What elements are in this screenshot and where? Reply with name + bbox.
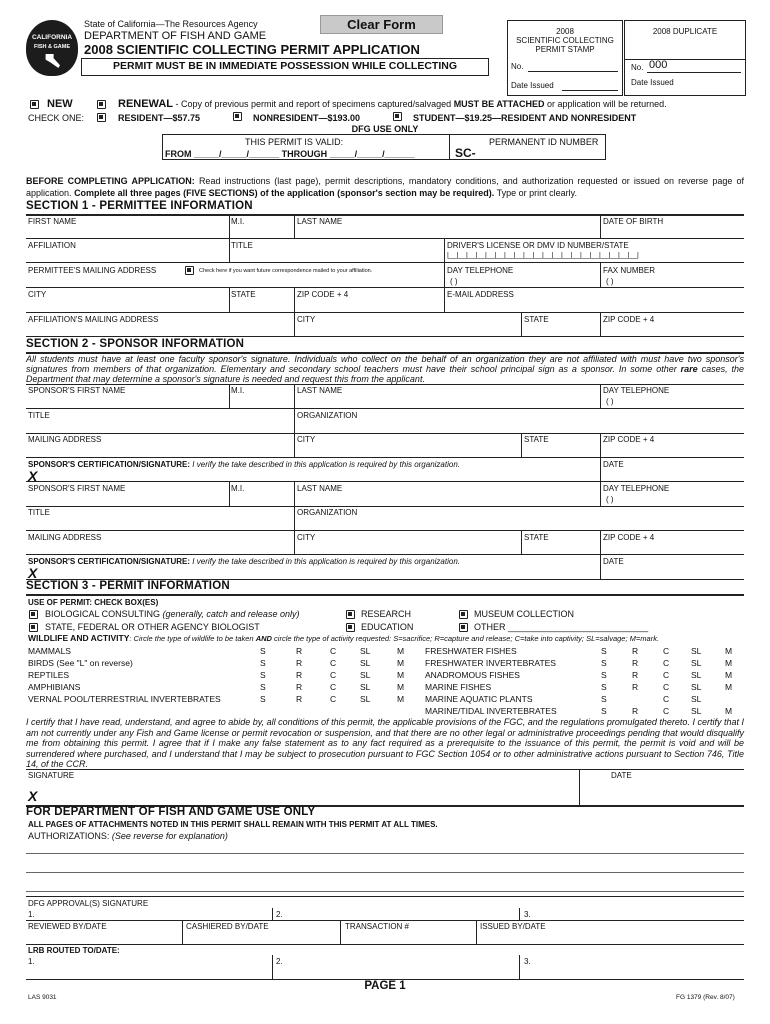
activity-code[interactable]: SL xyxy=(691,706,702,716)
sponsor1-title-label: TITLE xyxy=(28,411,50,420)
activity-code[interactable]: R xyxy=(296,670,303,680)
activity-code[interactable]: R xyxy=(296,682,303,692)
fax-paren[interactable]: ( ) xyxy=(606,277,614,286)
activity-code[interactable]: C xyxy=(663,658,670,668)
activity-code[interactable]: R xyxy=(632,682,639,692)
activity-code[interactable]: SL xyxy=(360,658,371,668)
activity-code[interactable]: M xyxy=(397,682,405,692)
sponsor-intro: All students must have at least one faculty sponsor's signature. Individuals who collect on the behalf of an organization they are not affiliated with must have two sponsor's signatures from members of that organization. Elementary and secondary school teachers must have their school principal sign as a sponsor. In some other rare cases, the Department that may determine a sponsor's signature is needed and request this from the applicant. xyxy=(26,354,744,384)
sponsor1-day-tel-paren[interactable]: ( ) xyxy=(606,397,614,406)
wildlife-row xyxy=(425,682,745,694)
bio-consulting-checkbox[interactable] xyxy=(29,610,38,619)
fax-label: FAX NUMBER xyxy=(603,266,656,275)
drivers-license-label: DRIVER'S LICENSE OR DMV ID NUMBER/STATE xyxy=(447,241,629,250)
drivers-license-boxes[interactable]: |___|___|___|___|___|___|___|___|___|___|___|___|___|___|___|___|___|___|___|___| xyxy=(447,252,638,259)
sponsor2-signature-x[interactable]: X xyxy=(28,565,38,581)
attachments-note: ALL PAGES OF ATTACHMENTS NOTED IN THIS PERMIT SHALL REMAIN WITH THIS PERMIT AT ALL TIMES. xyxy=(28,820,438,829)
stamp-date-label: Date Issued xyxy=(511,81,554,90)
sponsor1-org-label: ORGANIZATION xyxy=(297,411,358,420)
nonresident-checkbox[interactable] xyxy=(233,112,242,121)
sponsor1-last-name-label: LAST NAME xyxy=(297,386,343,395)
activity-code[interactable]: R xyxy=(632,670,639,680)
approval-2: 2. xyxy=(276,910,283,919)
wildlife-row xyxy=(425,658,745,670)
activity-code[interactable]: M xyxy=(397,658,405,668)
mail-to-affiliation-note: Check here if you want future correspondence mailed to your affiliation. xyxy=(199,268,373,274)
zip-label: ZIP CODE + 4 xyxy=(297,290,349,299)
sponsor2-org-label: ORGANIZATION xyxy=(297,508,358,517)
lrb-3: 3. xyxy=(524,957,531,966)
first-name-label: FIRST NAME xyxy=(28,217,77,226)
dfg-approval-label: DFG APPROVAL(S) SIGNATURE xyxy=(28,899,149,908)
permit-stamp-box xyxy=(507,20,623,96)
activity-code[interactable]: SL xyxy=(360,694,371,704)
stamp-year: 2008 xyxy=(556,27,574,36)
activity-code[interactable]: S xyxy=(601,706,607,716)
stamp-label-2: PERMIT STAMP xyxy=(535,45,595,54)
affiliation-city-label: CITY xyxy=(297,315,316,324)
activity-code[interactable]: S xyxy=(260,646,266,656)
activity-code[interactable]: S xyxy=(260,694,266,704)
new-checkbox[interactable] xyxy=(30,100,39,109)
activity-code[interactable]: R xyxy=(296,646,303,656)
activity-code[interactable]: R xyxy=(632,658,639,668)
sponsor1-mi-label: M.I. xyxy=(231,386,245,395)
section-3-title: SECTION 3 - PERMIT INFORMATION xyxy=(26,580,230,592)
form-code-left: LAS 9031 xyxy=(28,994,57,1001)
activity-code[interactable]: C xyxy=(663,706,670,716)
activity-code[interactable]: C xyxy=(330,682,337,692)
sponsor2-day-tel-label: DAY TELEPHONE xyxy=(603,484,670,493)
agency-name: State of California—The Resources Agency xyxy=(84,19,258,29)
activity-code[interactable]: SL xyxy=(691,670,702,680)
activity-code[interactable]: R xyxy=(296,658,303,668)
section-2-title: SECTION 2 - SPONSOR INFORMATION xyxy=(26,338,245,350)
stamp-no-label: No. xyxy=(511,62,524,71)
activity-code[interactable]: SL xyxy=(360,646,371,656)
activity-code[interactable]: SL xyxy=(691,694,702,704)
wildlife-row xyxy=(425,694,745,706)
renewal-checkbox[interactable] xyxy=(97,100,106,109)
section-1-title: SECTION 1 - PERMITTEE INFORMATION xyxy=(26,200,253,212)
wildlife-type[interactable]: FRESHWATER INVERTEBRATES xyxy=(425,658,556,668)
activity-code[interactable]: C xyxy=(330,694,337,704)
activity-code[interactable]: M xyxy=(397,694,405,704)
activity-code[interactable]: C xyxy=(330,670,337,680)
sponsor1-city-label: CITY xyxy=(297,435,316,444)
wildlife-row xyxy=(425,670,745,682)
approval-1: 1. xyxy=(28,910,35,919)
activity-code[interactable]: C xyxy=(663,682,670,692)
wildlife-type[interactable]: AMPHIBIANS xyxy=(28,682,81,692)
wildlife-row xyxy=(425,646,745,658)
clear-form-button[interactable]: Clear Form xyxy=(320,15,443,34)
permanent-id-prefix: SC- xyxy=(455,146,476,160)
issued-by-label: ISSUED BY/DATE xyxy=(480,922,546,931)
check-one-label: CHECK ONE: xyxy=(28,113,85,123)
activity-code[interactable]: M xyxy=(397,670,405,680)
lrb-2: 2. xyxy=(276,957,283,966)
activity-code[interactable]: M xyxy=(725,658,733,668)
bio-consulting-label: BIOLOGICAL CONSULTING (generally, catch and release only) xyxy=(45,609,300,619)
activity-code[interactable]: SL xyxy=(691,658,702,668)
wildlife-type[interactable]: ANADROMOUS FISHES xyxy=(425,670,520,680)
activity-code[interactable]: C xyxy=(330,658,337,668)
city-label: CITY xyxy=(28,290,47,299)
sponsor1-cert-label: SPONSOR'S CERTIFICATION/SIGNATURE: I verify the take described in this application is required by this organization. xyxy=(28,460,460,469)
form-code-right: FG 1379 (Rev. 8/07) xyxy=(676,994,735,1001)
education-checkbox[interactable] xyxy=(346,623,355,632)
sponsor1-day-tel-label: DAY TELEPHONE xyxy=(603,386,670,395)
other-checkbox[interactable] xyxy=(459,623,468,632)
sponsor2-zip-label: ZIP CODE + 4 xyxy=(603,533,655,542)
wildlife-activity-line: WILDLIFE AND ACTIVITY: Circle the type of wildlife to be taken AND circle the type of activity requested: S=sacrifice; R=capture and release; C=take into captivity; SL=salvage; M=mark. xyxy=(28,633,660,643)
activity-code[interactable]: S xyxy=(601,670,607,680)
activity-code[interactable]: C xyxy=(663,694,670,704)
activity-code[interactable]: C xyxy=(663,670,670,680)
activity-code[interactable]: S xyxy=(260,670,266,680)
sponsor2-city-label: CITY xyxy=(297,533,316,542)
dfg-use-only-label: DFG USE ONLY xyxy=(351,124,419,134)
activity-code[interactable]: S xyxy=(601,694,607,704)
lrb-1: 1. xyxy=(28,957,35,966)
valid-label: THIS PERMIT IS VALID: xyxy=(245,137,344,147)
wildlife-type[interactable]: REPTILES xyxy=(28,670,70,680)
sponsor1-signature-x[interactable]: X xyxy=(28,468,38,484)
wildlife-type[interactable]: BIRDS (See "L" on reverse) xyxy=(28,658,133,668)
activity-code[interactable]: S xyxy=(601,682,607,692)
reviewed-by-label: REVIEWED BY/DATE xyxy=(28,922,107,931)
activity-code[interactable]: M xyxy=(725,646,733,656)
valid-dates[interactable]: FROM _____/_____/______ THROUGH _____/_____/______ xyxy=(165,149,415,159)
authorizations-label: AUTHORIZATIONS: (See reverse for explanation) xyxy=(28,831,228,841)
duplicate-title: 2008 DUPLICATE xyxy=(652,27,718,36)
lrb-routed-label: LRB ROUTED TO/DATE: xyxy=(28,946,120,955)
sponsor2-day-tel-paren[interactable]: ( ) xyxy=(606,495,614,504)
affiliation-label: AFFILIATION xyxy=(28,241,76,250)
seal-text-2: FISH & GAME xyxy=(33,44,71,50)
museum-checkbox[interactable] xyxy=(459,610,468,619)
last-name-label: LAST NAME xyxy=(297,217,343,226)
sponsor1-first-name-label: SPONSOR'S FIRST NAME xyxy=(28,386,126,395)
activity-code[interactable]: C xyxy=(663,646,670,656)
email-label: E-MAIL ADDRESS xyxy=(447,290,514,299)
affiliation-state-label: STATE xyxy=(524,315,549,324)
applicant-signature-x[interactable]: X xyxy=(28,788,38,804)
mi-label: M.I. xyxy=(231,217,245,226)
sponsor2-date-label: DATE xyxy=(603,557,624,566)
wildlife-type[interactable]: MARINE/TIDAL INVERTEBRATES xyxy=(425,706,557,716)
cashiered-by-label: CASHIERED BY/DATE xyxy=(186,922,269,931)
education-label: EDUCATION xyxy=(361,622,414,632)
sponsor2-cert-label: SPONSOR'S CERTIFICATION/SIGNATURE: I verify the take described in this application is required by this organization. xyxy=(28,557,460,566)
sponsor1-date-label: DATE xyxy=(603,460,624,469)
validity-box xyxy=(162,134,606,160)
nonresident-label: NONRESIDENT—$193.00 xyxy=(253,113,361,123)
activity-code[interactable]: SL xyxy=(360,670,371,680)
activity-code[interactable]: R xyxy=(296,694,303,704)
duplicate-box xyxy=(624,20,746,96)
dfg-use-title: FOR DEPARTMENT OF FISH AND GAME USE ONLY xyxy=(26,806,316,818)
wildlife-type[interactable]: VERNAL POOL/TERRESTRIAL INVERTEBRATES xyxy=(28,694,221,704)
research-checkbox[interactable] xyxy=(346,610,355,619)
state-label: STATE xyxy=(231,290,256,299)
wildlife-row xyxy=(28,694,405,706)
sponsor2-title-label: TITLE xyxy=(28,508,50,517)
mailing-address-label: PERMITTEE'S MAILING ADDRESS xyxy=(28,266,157,275)
duplicate-date-label: Date Issued xyxy=(631,78,674,87)
sponsor2-mailing-label: MAILING ADDRESS xyxy=(28,533,102,542)
department-name: DEPARTMENT OF FISH AND GAME xyxy=(84,30,267,42)
approval-3: 3. xyxy=(524,910,531,919)
mail-to-affiliation-checkbox[interactable] xyxy=(185,266,194,275)
sponsor1-mailing-label: MAILING ADDRESS xyxy=(28,435,102,444)
museum-label: MUSEUM COLLECTION xyxy=(474,609,575,619)
california-map-icon xyxy=(44,54,60,68)
wildlife-type[interactable]: MAMMALS xyxy=(28,646,71,656)
activity-code[interactable]: S xyxy=(260,682,266,692)
activity-code[interactable]: SL xyxy=(691,682,702,692)
activity-code[interactable]: M xyxy=(397,646,405,656)
wildlife-row xyxy=(28,646,405,658)
permanent-id-label: PERMANENT ID NUMBER xyxy=(489,137,599,147)
affiliation-mailing-label: AFFILIATION'S MAILING ADDRESS xyxy=(28,315,159,324)
wildlife-type[interactable]: FRESHWATER FISHES xyxy=(425,646,517,656)
renewal-line: RENEWAL - Copy of previous permit and report of specimens captured/salvaged MUST BE ATTACHED or application will be returned. xyxy=(118,98,667,110)
sponsor1-state-label: STATE xyxy=(524,435,549,444)
resident-checkbox[interactable] xyxy=(97,113,106,122)
wildlife-type[interactable]: MARINE AQUATIC PLANTS xyxy=(425,694,533,704)
sponsor2-first-name-label: SPONSOR'S FIRST NAME xyxy=(28,484,126,493)
seal-text-1: CALIFORNIA xyxy=(31,34,73,41)
activity-code[interactable]: M xyxy=(725,706,733,716)
agency-biologist-label: STATE, FEDERAL OR OTHER AGENCY BIOLOGIST xyxy=(45,622,260,632)
sponsor2-last-name-label: LAST NAME xyxy=(297,484,343,493)
date-label: DATE xyxy=(611,771,632,780)
activity-code[interactable]: R xyxy=(632,646,639,656)
day-telephone-label: DAY TELEPHONE xyxy=(447,266,514,275)
stamp-label-1: SCIENTIFIC COLLECTING xyxy=(516,36,614,45)
day-telephone-paren[interactable]: ( ) xyxy=(450,277,458,286)
activity-code[interactable]: S xyxy=(601,658,607,668)
activity-code[interactable]: M xyxy=(725,670,733,680)
student-checkbox[interactable] xyxy=(393,112,402,121)
research-label: RESEARCH xyxy=(361,609,412,619)
activity-code[interactable]: S xyxy=(601,646,607,656)
activity-code[interactable]: SL xyxy=(360,682,371,692)
activity-code[interactable]: R xyxy=(632,706,639,716)
activity-code[interactable]: M xyxy=(725,682,733,692)
agency-biologist-checkbox[interactable] xyxy=(29,623,38,632)
signature-label: SIGNATURE xyxy=(28,771,75,780)
dob-label: DATE OF BIRTH xyxy=(603,217,664,226)
activity-code[interactable]: S xyxy=(260,658,266,668)
wildlife-row xyxy=(28,682,405,694)
page-number: PAGE 1 xyxy=(364,980,406,992)
resident-label: RESIDENT—$57.75 xyxy=(118,113,201,123)
sponsor2-state-label: STATE xyxy=(524,533,549,542)
certification-text: I certify that I have read, understand, and agree to abide by, all conditions of this permit, the applicable provisions of the FGC, and the regulations promulgated thereto. I certify that I am not currently under any Fish and Game license or permit revocation or suspension, and that there are no other legal or administrative proceedings pending that would disqualify me from obtaining this permit. I agree that if I make any false statement as to any fact required as a prerequisite to the issuance of this permit, the permit is void and will be surrendered where purchased, and I understand that I may be subject to prosecution pursuant to FGC Section 1054 or to other administrative actions pursuant to Section 746, Title 14, of the CCR. xyxy=(26,717,744,769)
wildlife-row xyxy=(28,658,405,670)
new-label: NEW xyxy=(47,98,73,110)
instructions-text: BEFORE COMPLETING APPLICATION: Read instructions (last page), permit descriptions, mandatory conditions, and authorization requested or issued on reverse page of application. Complete all three pages (FIVE SECTIONS) of the application (sponsor's section may be required). Type or print clearly. xyxy=(26,176,744,198)
possession-notice: PERMIT MUST BE IN IMMEDIATE POSSESSION WHILE COLLECTING xyxy=(81,58,489,76)
dfg-seal-logo xyxy=(26,20,78,76)
student-label: STUDENT—$19.25—RESIDENT AND NONRESIDENT xyxy=(413,113,637,123)
use-of-permit-label: USE OF PERMIT: CHECK BOX(ES) xyxy=(28,598,159,607)
sponsor2-mi-label: M.I. xyxy=(231,484,245,493)
activity-code[interactable]: C xyxy=(330,646,337,656)
wildlife-row xyxy=(28,670,405,682)
title-label: TITLE xyxy=(231,241,253,250)
activity-code[interactable]: SL xyxy=(691,646,702,656)
other-label[interactable]: OTHER ____________________________ xyxy=(474,622,649,632)
wildlife-type[interactable]: MARINE FISHES xyxy=(425,682,492,692)
duplicate-no-value[interactable]: 000 xyxy=(649,59,668,71)
affiliation-zip-label: ZIP CODE + 4 xyxy=(603,315,655,324)
transaction-label: TRANSACTION # xyxy=(345,922,410,931)
page-title: 2008 SCIENTIFIC COLLECTING PERMIT APPLICATION xyxy=(84,42,420,57)
duplicate-no-label: No. xyxy=(631,63,644,72)
sponsor1-zip-label: ZIP CODE + 4 xyxy=(603,435,655,444)
